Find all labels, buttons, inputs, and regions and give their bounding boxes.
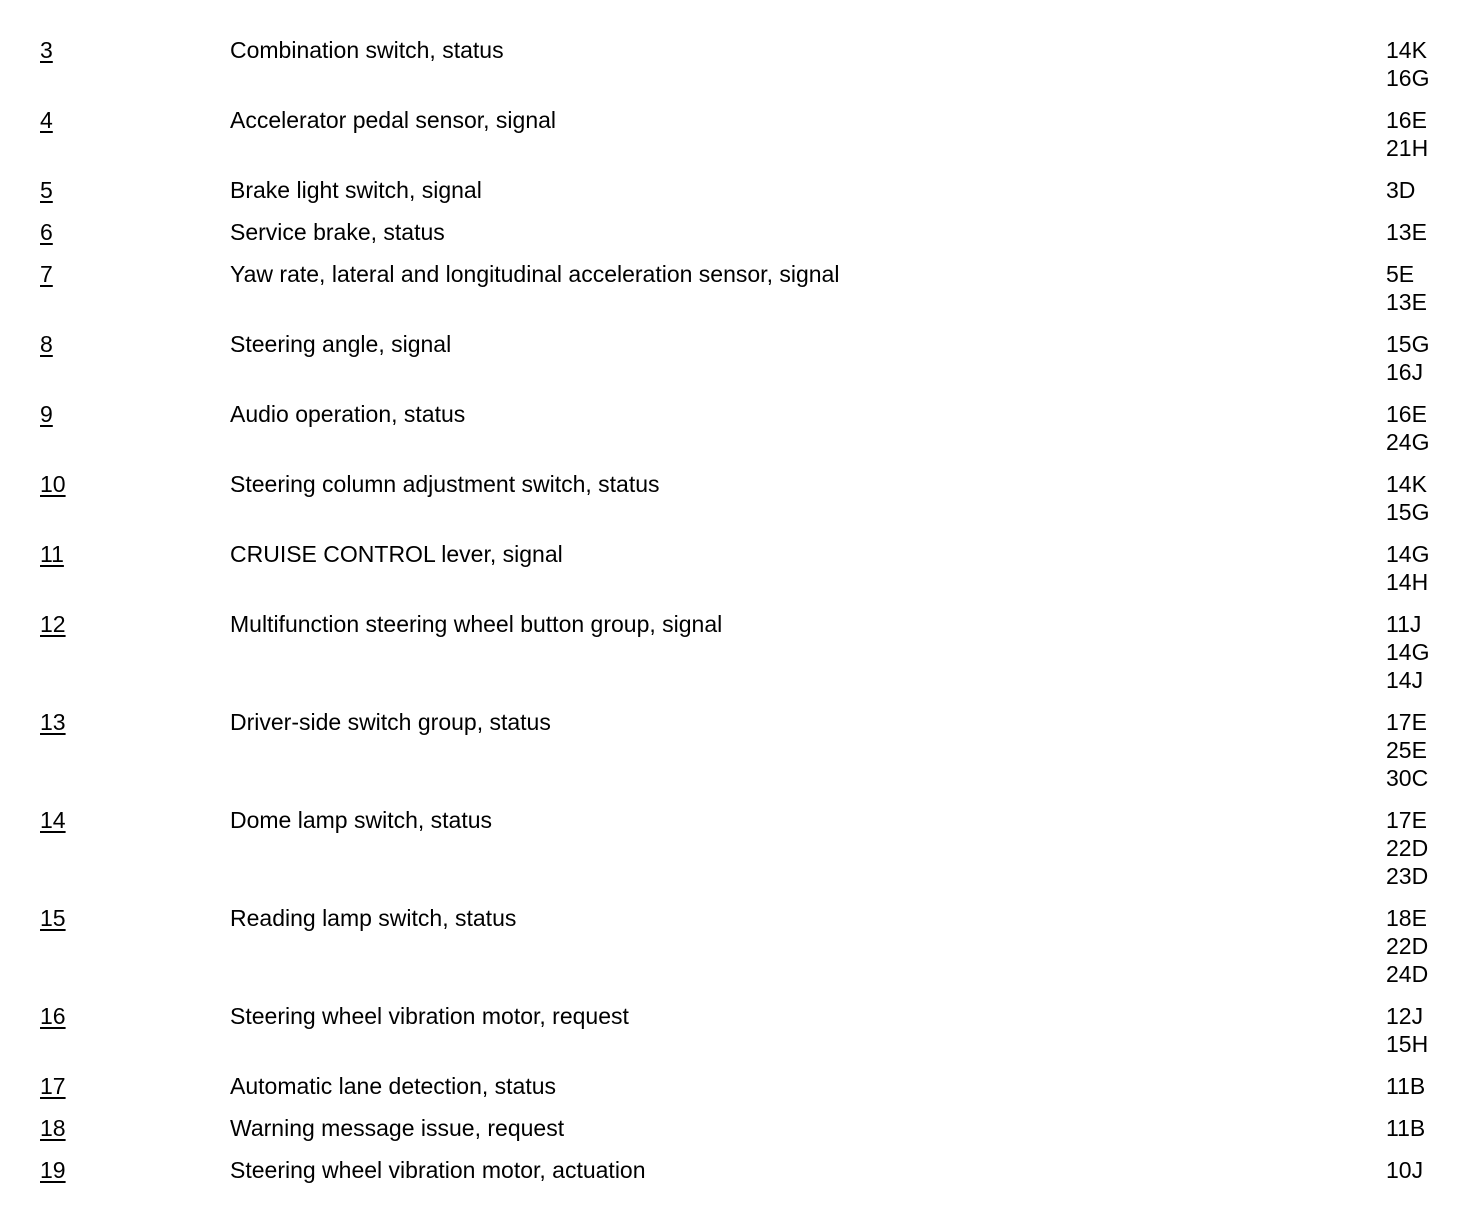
legend-number-link[interactable]: 6 — [40, 219, 53, 245]
legend-description: Driver-side switch group, status — [230, 709, 551, 735]
legend-description: CRUISE CONTROL lever, signal — [230, 541, 563, 567]
legend-description: Accelerator pedal sensor, signal — [230, 107, 557, 133]
legend-row — [0, 708, 1472, 792]
legend-number-link[interactable]: 18 — [40, 1115, 66, 1141]
grid-reference: 14G — [1386, 541, 1430, 567]
legend-row — [0, 1156, 1472, 1184]
grid-reference: 13E — [1386, 219, 1427, 245]
grid-reference: 14G — [1386, 639, 1430, 665]
grid-reference: 3D — [1386, 177, 1416, 203]
grid-reference-list — [1386, 218, 1427, 246]
legend-row — [0, 806, 1472, 890]
grid-reference: 13E — [1386, 289, 1427, 315]
legend-description: Warning message issue, request — [230, 1115, 565, 1141]
legend-number-link[interactable]: 17 — [40, 1073, 66, 1099]
grid-reference: 24D — [1386, 961, 1429, 987]
legend-description: Brake light switch, signal — [230, 177, 482, 203]
legend-number-link[interactable]: 19 — [40, 1157, 66, 1183]
legend-row — [0, 260, 1472, 316]
grid-reference-list — [1386, 400, 1429, 456]
grid-reference-list — [1386, 610, 1429, 694]
grid-reference: 15H — [1386, 1031, 1429, 1057]
grid-reference-list — [1386, 1002, 1428, 1058]
legend-description: Steering wheel vibration motor, actuation — [230, 1157, 646, 1183]
legend-description: Steering angle, signal — [230, 331, 452, 357]
grid-reference: 17E — [1386, 709, 1427, 735]
grid-reference: 5E — [1386, 261, 1415, 287]
grid-reference: 15G — [1386, 331, 1430, 357]
legend-description: Automatic lane detection, status — [230, 1073, 557, 1099]
legend-row — [0, 1072, 1472, 1100]
grid-reference: 30C — [1386, 765, 1429, 791]
legend-description: Dome lamp switch, status — [230, 807, 493, 833]
legend-number-link[interactable]: 9 — [40, 401, 53, 427]
grid-reference: 14K — [1386, 37, 1427, 63]
grid-reference-list — [1386, 540, 1429, 596]
legend-row — [0, 1002, 1472, 1058]
legend-description: Multifunction steering wheel button group, signal — [230, 611, 723, 637]
grid-reference: 24G — [1386, 429, 1430, 455]
legend-number-link[interactable]: 3 — [40, 37, 53, 63]
legend-number-link[interactable]: 10 — [40, 471, 66, 497]
legend-number-link[interactable]: 7 — [40, 261, 53, 287]
legend-description: Reading lamp switch, status — [230, 905, 517, 931]
grid-reference: 16G — [1386, 65, 1430, 91]
legend-number-link[interactable]: 15 — [40, 905, 66, 931]
grid-reference: 15G — [1386, 499, 1430, 525]
legend-number-link[interactable]: 16 — [40, 1003, 66, 1029]
legend-description: Audio operation, status — [230, 401, 466, 427]
grid-reference: 18E — [1386, 905, 1427, 931]
grid-reference: 16E — [1386, 401, 1427, 427]
grid-reference: 16E — [1386, 107, 1427, 133]
grid-reference-list — [1386, 1072, 1425, 1100]
grid-reference-list — [1386, 1156, 1423, 1184]
grid-reference-list — [1386, 106, 1428, 162]
legend-row — [0, 176, 1472, 204]
grid-reference: 14K — [1386, 471, 1427, 497]
legend-row — [0, 106, 1472, 162]
legend-description: Steering wheel vibration motor, request — [230, 1003, 629, 1029]
legend-number-link[interactable]: 12 — [40, 611, 66, 637]
grid-reference-list — [1386, 708, 1428, 792]
grid-reference: 25E — [1386, 737, 1427, 763]
legend-row — [0, 218, 1472, 246]
legend-number-link[interactable]: 14 — [40, 807, 66, 833]
grid-reference: 10J — [1386, 1157, 1424, 1183]
grid-reference-list — [1386, 904, 1428, 988]
grid-reference-list — [1386, 1114, 1425, 1142]
grid-reference: 14J — [1386, 667, 1424, 693]
legend-row — [0, 610, 1472, 694]
legend-description: Yaw rate, lateral and longitudinal acceleration sensor, signal — [230, 261, 840, 287]
grid-reference: 21H — [1386, 135, 1429, 161]
grid-reference: 22D — [1386, 933, 1429, 959]
grid-reference: 12J — [1386, 1003, 1424, 1029]
grid-reference-list — [1386, 260, 1427, 316]
legend-row — [0, 904, 1472, 988]
legend-row — [0, 330, 1472, 386]
grid-reference: 23D — [1386, 863, 1429, 889]
grid-reference: 11B — [1386, 1073, 1426, 1099]
legend-row — [0, 470, 1472, 526]
grid-reference-list — [1386, 330, 1429, 386]
legend-description: Service brake, status — [230, 219, 445, 245]
legend-row — [0, 1114, 1472, 1142]
legend-number-link[interactable]: 5 — [40, 177, 53, 203]
grid-reference: 11J — [1386, 611, 1422, 637]
grid-reference: 16J — [1386, 359, 1424, 385]
grid-reference-list — [1386, 806, 1428, 890]
legend-row — [0, 400, 1472, 456]
grid-reference-list — [1386, 176, 1415, 204]
grid-reference: 11B — [1386, 1115, 1426, 1141]
grid-reference: 22D — [1386, 835, 1429, 861]
grid-reference-list — [1386, 36, 1429, 92]
legend-description: Combination switch, status — [230, 37, 504, 63]
legend-number-link[interactable]: 11 — [40, 541, 64, 567]
legend-row — [0, 540, 1472, 596]
legend-number-link[interactable]: 8 — [40, 331, 53, 357]
grid-reference: 14H — [1386, 569, 1429, 595]
grid-reference-list — [1386, 470, 1429, 526]
legend-description: Steering column adjustment switch, status — [230, 471, 660, 497]
grid-reference: 17E — [1386, 807, 1427, 833]
legend-row — [0, 36, 1472, 92]
legend-number-link[interactable]: 4 — [40, 107, 53, 133]
legend-number-link[interactable]: 13 — [40, 709, 66, 735]
